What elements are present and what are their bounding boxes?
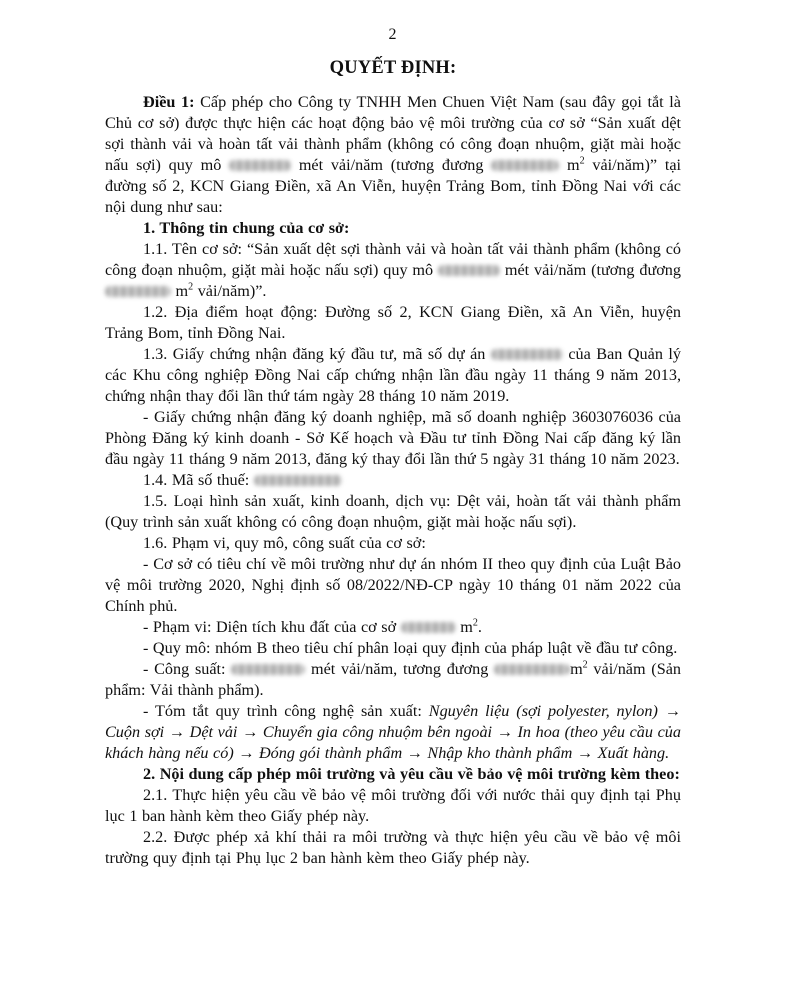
paragraph (105, 617, 681, 638)
paragraph (105, 491, 681, 533)
paragraph (105, 302, 681, 344)
section-heading (105, 218, 681, 239)
text-run: - Tóm tắt quy trình công nghệ sản xuất: (143, 702, 429, 720)
page-number: 2 (388, 26, 397, 43)
document-content (105, 58, 681, 869)
text-run: m (171, 282, 189, 300)
redacted-text (491, 349, 563, 360)
paragraph (105, 827, 681, 869)
text-run: 2.2. Được phép xả khí thải ra môi trường và thực hiện yêu cầu về bảo vệ môi trường quy định tại Phụ lục 2 ban hành kèm theo Giấy phép này. (105, 828, 681, 867)
paragraph (105, 407, 681, 470)
redacted-text (254, 475, 342, 486)
redacted-text (229, 160, 291, 171)
text-run: 1. Thông tin chung của cơ sở: (143, 219, 350, 237)
paragraph (105, 701, 681, 764)
text-run: mét vải/năm (tương đương (291, 156, 492, 174)
text-run: 2. Nội dung cấp phép môi trường và yêu cầu về bảo vệ môi trường kèm theo: (143, 765, 680, 783)
text-run: . (477, 618, 482, 636)
text-run: - Công suất: (143, 660, 232, 678)
redacted-text (231, 664, 305, 675)
text-run: của Ban Quản lý các Khu công nghiệp Đồng Nai cấp chứng nhận lần đầu ngày 11 tháng 9 năm 2013, chứng nhận thay đổi lần thứ tám ngày 28 tháng 10 năm 2019. (105, 345, 681, 405)
text-run: m (455, 618, 473, 636)
paragraph (105, 785, 681, 827)
paragraph (105, 638, 681, 659)
redacted-text (438, 265, 500, 276)
paragraph (105, 554, 681, 617)
text-run: m (570, 660, 583, 678)
text-run: Cấp phép cho Công ty TNHH Men Chuen Việt Nam (sau đây gọi tắt là Chủ cơ sở) được thực hiện các hoạt động bảo vệ môi trường của cơ sở “Sản xuất dệt sợi thành vải và hoàn tất vải thành phẩm (không có công đoạn nhuộm, giặt mài hoặc nấu sợi) quy mô (105, 93, 681, 174)
text-run: mét vải/năm (tương đương (500, 261, 681, 279)
text-run: 1.3. Giấy chứng nhận đăng ký đầu tư, mã số dự án (143, 345, 491, 363)
section-heading (105, 764, 681, 785)
paragraph (105, 344, 681, 407)
text-run: mét vải/năm, tương đương (305, 660, 495, 678)
text-run: vải/năm (Sản phẩm: Vải thành phẩm). (105, 660, 681, 699)
redacted-text (491, 160, 559, 171)
document-body (105, 92, 681, 869)
text-run: 1.6. Phạm vi, quy mô, công suất của cơ sở: (143, 534, 426, 552)
text-run: - Quy mô: nhóm B theo tiêu chí phân loại quy định của pháp luật về đầu tư công. (143, 639, 678, 657)
text-run: vải/năm)” tại đường số 2, KCN Giang Điền, xã An Viễn, huyện Trảng Bom, tỉnh Đồng Nai với các nội dung như sau: (105, 156, 681, 216)
redacted-text (401, 622, 456, 633)
superscript: 2 (188, 281, 194, 293)
paragraph (105, 470, 681, 491)
superscript: 2 (472, 617, 478, 629)
text-run: - Giấy chứng nhận đăng ký doanh nghiệp, mã số doanh nghiệp 3603076036 của Phòng Đăng ký kinh doanh - Sở Kế hoạch và Đầu tư tỉnh Đồng Nai cấp đăng ký lần đầu ngày 11 tháng 9 năm 2013, đăng ký thay đổi lần thứ 5 ngày 31 tháng 10 năm 2023. (105, 408, 681, 468)
text-run: 1.1. Tên cơ sở: “Sản xuất dệt sợi thành vải và hoàn tất vải thành phẩm (không có công đoạn nhuộm, giặt mài hoặc nấu sợi) quy mô (105, 240, 681, 279)
paragraph (105, 533, 681, 554)
document-title: QUYẾT ĐỊNH: (329, 58, 457, 78)
superscript: 2 (582, 659, 588, 671)
text-run: 1.2. Địa điểm hoạt động: Đường số 2, KCN Giang Điền, xã An Viễn, huyện Trảng Bom, tỉnh Đồng Nai. (105, 303, 681, 342)
paragraph (105, 239, 681, 302)
paragraph (105, 92, 681, 218)
text-run: m (559, 156, 580, 174)
text-run: 1.5. Loại hình sản xuất, kinh doanh, dịch vụ: Dệt vải, hoàn tất vải thành phẩm (Quy trình sản xuất không có công đoạn nhuộm, giặt mài hoặc nấu sợi). (105, 492, 681, 531)
redacted-text (494, 664, 570, 675)
text-run: 2.1. Thực hiện yêu cầu về bảo vệ môi trường đối với nước thải quy định tại Phụ lục 1 ban hành kèm theo Giấy phép này. (105, 786, 681, 825)
superscript: 2 (579, 155, 585, 167)
text-run: - Cơ sở có tiêu chí về môi trường như dự án nhóm II theo quy định của Luật Bảo vệ môi trường 2020, Nghị định số 08/2022/NĐ-CP ngày 10 tháng 01 năm 2022 của Chính phủ. (105, 555, 681, 615)
text-run: 1.4. Mã số thuế: (143, 471, 254, 489)
text-run: Điều 1: (143, 93, 201, 111)
text-run: - Phạm vi: Diện tích khu đất của cơ sở (143, 618, 401, 636)
redacted-text (105, 286, 171, 297)
text-run: Nguyên liệu (sợi polyester, nylon) → Cuộn sợi → Dệt vải → Chuyển gia công nhuộm bên ngoài → In hoa (theo yêu cầu của khách hàng nếu có) → Đóng gói thành phẩm → Nhập kho thành phẩm → Xuất hàng. (105, 702, 681, 762)
paragraph (105, 659, 681, 701)
text-run: vải/năm)”. (193, 282, 267, 300)
